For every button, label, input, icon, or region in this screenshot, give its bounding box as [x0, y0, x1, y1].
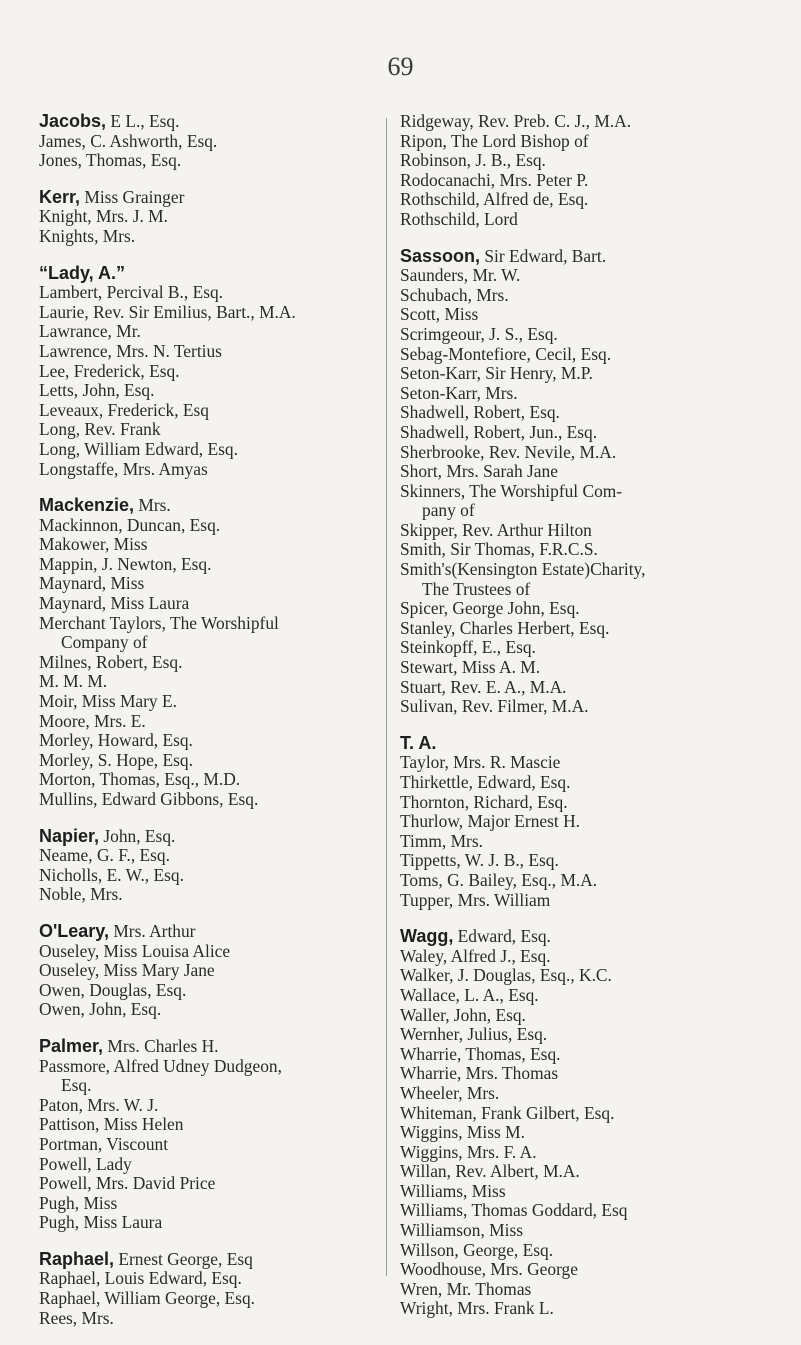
list-item: Spicer, George John, Esq. — [400, 598, 580, 619]
list-item: Powell, Lady — [39, 1153, 132, 1174]
list-item: Owen, John, Esq. — [39, 999, 162, 1020]
letter-heading: Mackenzie, — [39, 495, 135, 516]
list-item: Rodocanachi, Mrs. Peter P. — [400, 169, 589, 190]
list-item: Milnes, Robert, Esq. — [39, 651, 183, 672]
list-item: Scrimgeour, J. S., Esq. — [400, 323, 558, 344]
list-item: Williams, Thomas Goddard, Esq — [400, 1200, 628, 1221]
group-lead-entry — [39, 112, 384, 132]
lead-entry-text: Ridgeway, Rev. Preb. C. J., M.A. — [400, 111, 632, 131]
list-item: Williamson, Miss — [400, 1220, 523, 1241]
list-item: Pugh, Miss — [39, 1192, 118, 1213]
letter-heading: T. A. — [400, 732, 437, 753]
group-lead-entry — [400, 247, 790, 267]
group-lead-entry — [400, 112, 790, 132]
list-item: Saunders, Mr. W. — [400, 265, 521, 286]
letter-heading: Napier, — [39, 825, 100, 846]
list-item: Lawrence, Mrs. N. Tertius — [39, 340, 222, 361]
list-item-continuation: pany of — [422, 500, 475, 521]
list-item: Ouseley, Miss Mary Jane — [39, 960, 215, 981]
list-item: Neame, G. F., Esq. — [39, 845, 170, 866]
list-item: Knights, Mrs. — [39, 225, 136, 246]
group-lead-entry — [39, 1037, 384, 1057]
column-divider — [386, 118, 387, 1276]
letter-group-p — [39, 1037, 384, 1233]
list-item: Mappin, J. Newton, Esq. — [39, 553, 212, 574]
list-item: Smith's(Kensington Estate)Charity, — [400, 559, 646, 580]
list-item: Long, Rev. Frank — [39, 419, 161, 440]
lead-entry-text: Mrs. Arthur — [108, 920, 196, 941]
list-item: Noble, Mrs. — [39, 884, 123, 905]
list-item: Rees, Mrs. — [39, 1307, 114, 1328]
letter-group-n — [39, 827, 384, 905]
page-number: 69 — [387, 52, 414, 81]
list-item: M. M. M. — [39, 671, 108, 692]
list-item: Timm, Mrs. — [400, 830, 483, 851]
list-item: Willson, George, Esq. — [400, 1239, 554, 1260]
list-item: Willan, Rev. Albert, M.A. — [400, 1161, 580, 1182]
letter-group-w — [400, 927, 790, 1319]
letter-group-o — [39, 922, 384, 1020]
group-lead-entry — [39, 1250, 384, 1270]
group-lead-entry — [39, 922, 384, 942]
list-item: Waley, Alfred J., Esq. — [400, 945, 551, 966]
list-item: Taylor, Mrs. R. Mascie — [400, 752, 561, 773]
letter-heading: Kerr, — [39, 186, 81, 207]
list-item: Tupper, Mrs. William — [400, 889, 551, 910]
list-item: Merchant Taylors, The Worshipful — [39, 612, 279, 633]
letter-group-m — [39, 496, 384, 810]
lead-entry-text: Mrs. Charles H. — [103, 1035, 219, 1056]
list-item-continuation: Esq. — [61, 1075, 92, 1096]
lead-entry-text: Mrs. — [134, 495, 171, 516]
letter-heading: Jacobs, — [39, 111, 107, 131]
list-item: Whiteman, Frank Gilbert, Esq. — [400, 1102, 615, 1123]
list-item: Williams, Miss — [400, 1180, 506, 1201]
list-item: Wernher, Julius, Esq. — [400, 1024, 548, 1045]
list-item: Jones, Thomas, Esq. — [39, 150, 182, 171]
list-item: Passmore, Alfred Udney Dudgeon, — [39, 1055, 282, 1076]
group-lead-entry — [400, 927, 790, 947]
letter-group-l — [39, 264, 384, 480]
letter-heading: Raphael, — [39, 1248, 115, 1269]
group-lead-entry — [39, 827, 384, 847]
list-item: Steinkopff, E., Esq. — [400, 637, 536, 658]
list-item: Morton, Thomas, Esq., M.D. — [39, 769, 241, 790]
list-item: Stanley, Charles Herbert, Esq. — [400, 617, 610, 638]
list-item: Lawrance, Mr. — [39, 321, 141, 342]
letter-group-j — [39, 112, 384, 171]
list-item: Morley, S. Hope, Esq. — [39, 749, 193, 770]
list-item: Thurlow, Major Ernest H. — [400, 811, 580, 832]
list-item: Schubach, Mrs. — [400, 284, 509, 305]
lead-entry-text: Sir Edward, Bart. — [480, 245, 607, 266]
letter-heading: Sassoon, — [400, 245, 481, 266]
list-item: Letts, John, Esq. — [39, 380, 155, 401]
list-item: Stewart, Miss A. M. — [400, 657, 541, 678]
list-item: Thornton, Richard, Esq. — [400, 791, 568, 812]
group-lead-entry — [400, 734, 790, 754]
list-item: Owen, Douglas, Esq. — [39, 979, 187, 1000]
letter-heading: “Lady, A.” — [39, 262, 126, 283]
list-item: Seton-Karr, Sir Henry, M.P. — [400, 363, 593, 384]
letter-heading: O'Leary, — [39, 920, 109, 941]
list-item: Smith, Sir Thomas, F.R.C.S. — [400, 539, 598, 560]
list-item: Wiggins, Miss M. — [400, 1122, 525, 1143]
list-item: Morley, Howard, Esq. — [39, 730, 193, 751]
list-item: Makower, Miss — [39, 534, 148, 555]
list-item: Sherbrooke, Rev. Nevile, M.A. — [400, 441, 617, 462]
list-item: Pugh, Miss Laura — [39, 1212, 163, 1233]
list-item: Paton, Mrs. W. J. — [39, 1094, 159, 1115]
list-item-continuation: Company of — [61, 632, 148, 653]
group-lead-entry — [39, 264, 384, 284]
list-item: Walker, J. Douglas, Esq., K.C. — [400, 965, 612, 986]
list-item: Seton-Karr, Mrs. — [400, 382, 518, 403]
list-item: Raphael, Louis Edward, Esq. — [39, 1268, 242, 1289]
list-item: Wright, Mrs. Frank L. — [400, 1298, 554, 1319]
list-item: Portman, Viscount — [39, 1133, 169, 1154]
list-item: Wallace, L. A., Esq. — [400, 984, 539, 1005]
list-item: Short, Mrs. Sarah Jane — [400, 461, 558, 482]
list-item: Maynard, Miss Laura — [39, 593, 190, 614]
lead-entry-text: Ernest George, Esq — [114, 1248, 253, 1269]
lead-entry-text: E L., Esq. — [106, 111, 180, 131]
lead-entry-text: Edward, Esq. — [453, 926, 551, 947]
lead-entry-text: Miss Grainger — [80, 186, 185, 207]
list-item: Skinners, The Worshipful Com- — [400, 480, 623, 501]
list-item: Long, William Edward, Esq. — [39, 438, 238, 459]
right-column — [400, 112, 790, 1336]
letter-group-k — [39, 188, 384, 247]
list-item: Lambert, Percival B., Esq. — [39, 282, 224, 303]
list-item: Moore, Mrs. E. — [39, 710, 146, 731]
list-item: Robinson, J. B., Esq. — [400, 150, 546, 171]
list-item: Sulivan, Rev. Filmer, M.A. — [400, 696, 589, 717]
list-item: Rothschild, Lord — [400, 208, 518, 229]
list-item: Toms, G. Bailey, Esq., M.A. — [400, 869, 598, 890]
list-item: Laurie, Rev. Sir Emilius, Bart., M.A. — [39, 301, 296, 322]
letter-group-t — [400, 734, 790, 910]
group-lead-entry — [39, 496, 384, 516]
list-item: Shadwell, Robert, Esq. — [400, 402, 560, 423]
letter-group-r — [39, 1250, 384, 1328]
letter-heading: Palmer, — [39, 1035, 104, 1056]
letter-heading: Wagg, — [400, 926, 454, 947]
list-item: Scott, Miss — [400, 304, 479, 325]
list-item: Leveaux, Frederick, Esq — [39, 399, 209, 420]
list-item: Ouseley, Miss Louisa Alice — [39, 940, 231, 961]
list-item: Woodhouse, Mrs. George — [400, 1259, 578, 1280]
list-item: Raphael, William George, Esq. — [39, 1288, 255, 1309]
list-item: Shadwell, Robert, Jun., Esq. — [400, 421, 598, 442]
list-item: Powell, Mrs. David Price — [39, 1173, 216, 1194]
group-lead-entry — [39, 188, 384, 208]
list-item: Wiggins, Mrs. F. A. — [400, 1141, 537, 1162]
letter-group-s — [400, 247, 790, 717]
list-item: Skipper, Rev. Arthur Hilton — [400, 519, 592, 540]
list-item: Ripon, The Lord Bishop of — [400, 130, 589, 151]
left-column — [39, 112, 384, 1345]
list-item: Mackinnon, Duncan, Esq. — [39, 514, 221, 535]
list-item: Waller, John, Esq. — [400, 1004, 526, 1025]
list-item: Nicholls, E. W., Esq. — [39, 864, 184, 885]
list-item: Wren, Mr. Thomas — [400, 1278, 532, 1299]
list-item: Maynard, Miss — [39, 573, 145, 594]
list-item-continuation: The Trustees of — [422, 578, 531, 599]
list-item: Wharrie, Mrs. Thomas — [400, 1063, 559, 1084]
list-item: Rothschild, Alfred de, Esq. — [400, 189, 589, 210]
list-item: Knight, Mrs. J. M. — [39, 206, 168, 227]
list-item: Stuart, Rev. E. A., M.A. — [400, 676, 567, 697]
list-item: James, C. Ashworth, Esq. — [39, 130, 218, 151]
lead-entry-text: John, Esq. — [99, 825, 176, 846]
list-item: Wharrie, Thomas, Esq. — [400, 1043, 561, 1064]
list-item: Lee, Frederick, Esq. — [39, 360, 180, 381]
list-item: Wheeler, Mrs. — [400, 1082, 500, 1103]
list-item: Moir, Miss Mary E. — [39, 691, 177, 712]
letter-group-r-continued — [400, 112, 790, 230]
list-item: Longstaffe, Mrs. Amyas — [39, 458, 208, 479]
list-item: Tippetts, W. J. B., Esq. — [400, 850, 559, 871]
list-item: Thirkettle, Edward, Esq. — [400, 772, 571, 792]
list-item: Mullins, Edward Gibbons, Esq. — [39, 789, 259, 809]
list-item: Sebag-Montefiore, Cecil, Esq. — [400, 343, 612, 364]
list-item: Pattison, Miss Helen — [39, 1114, 184, 1135]
